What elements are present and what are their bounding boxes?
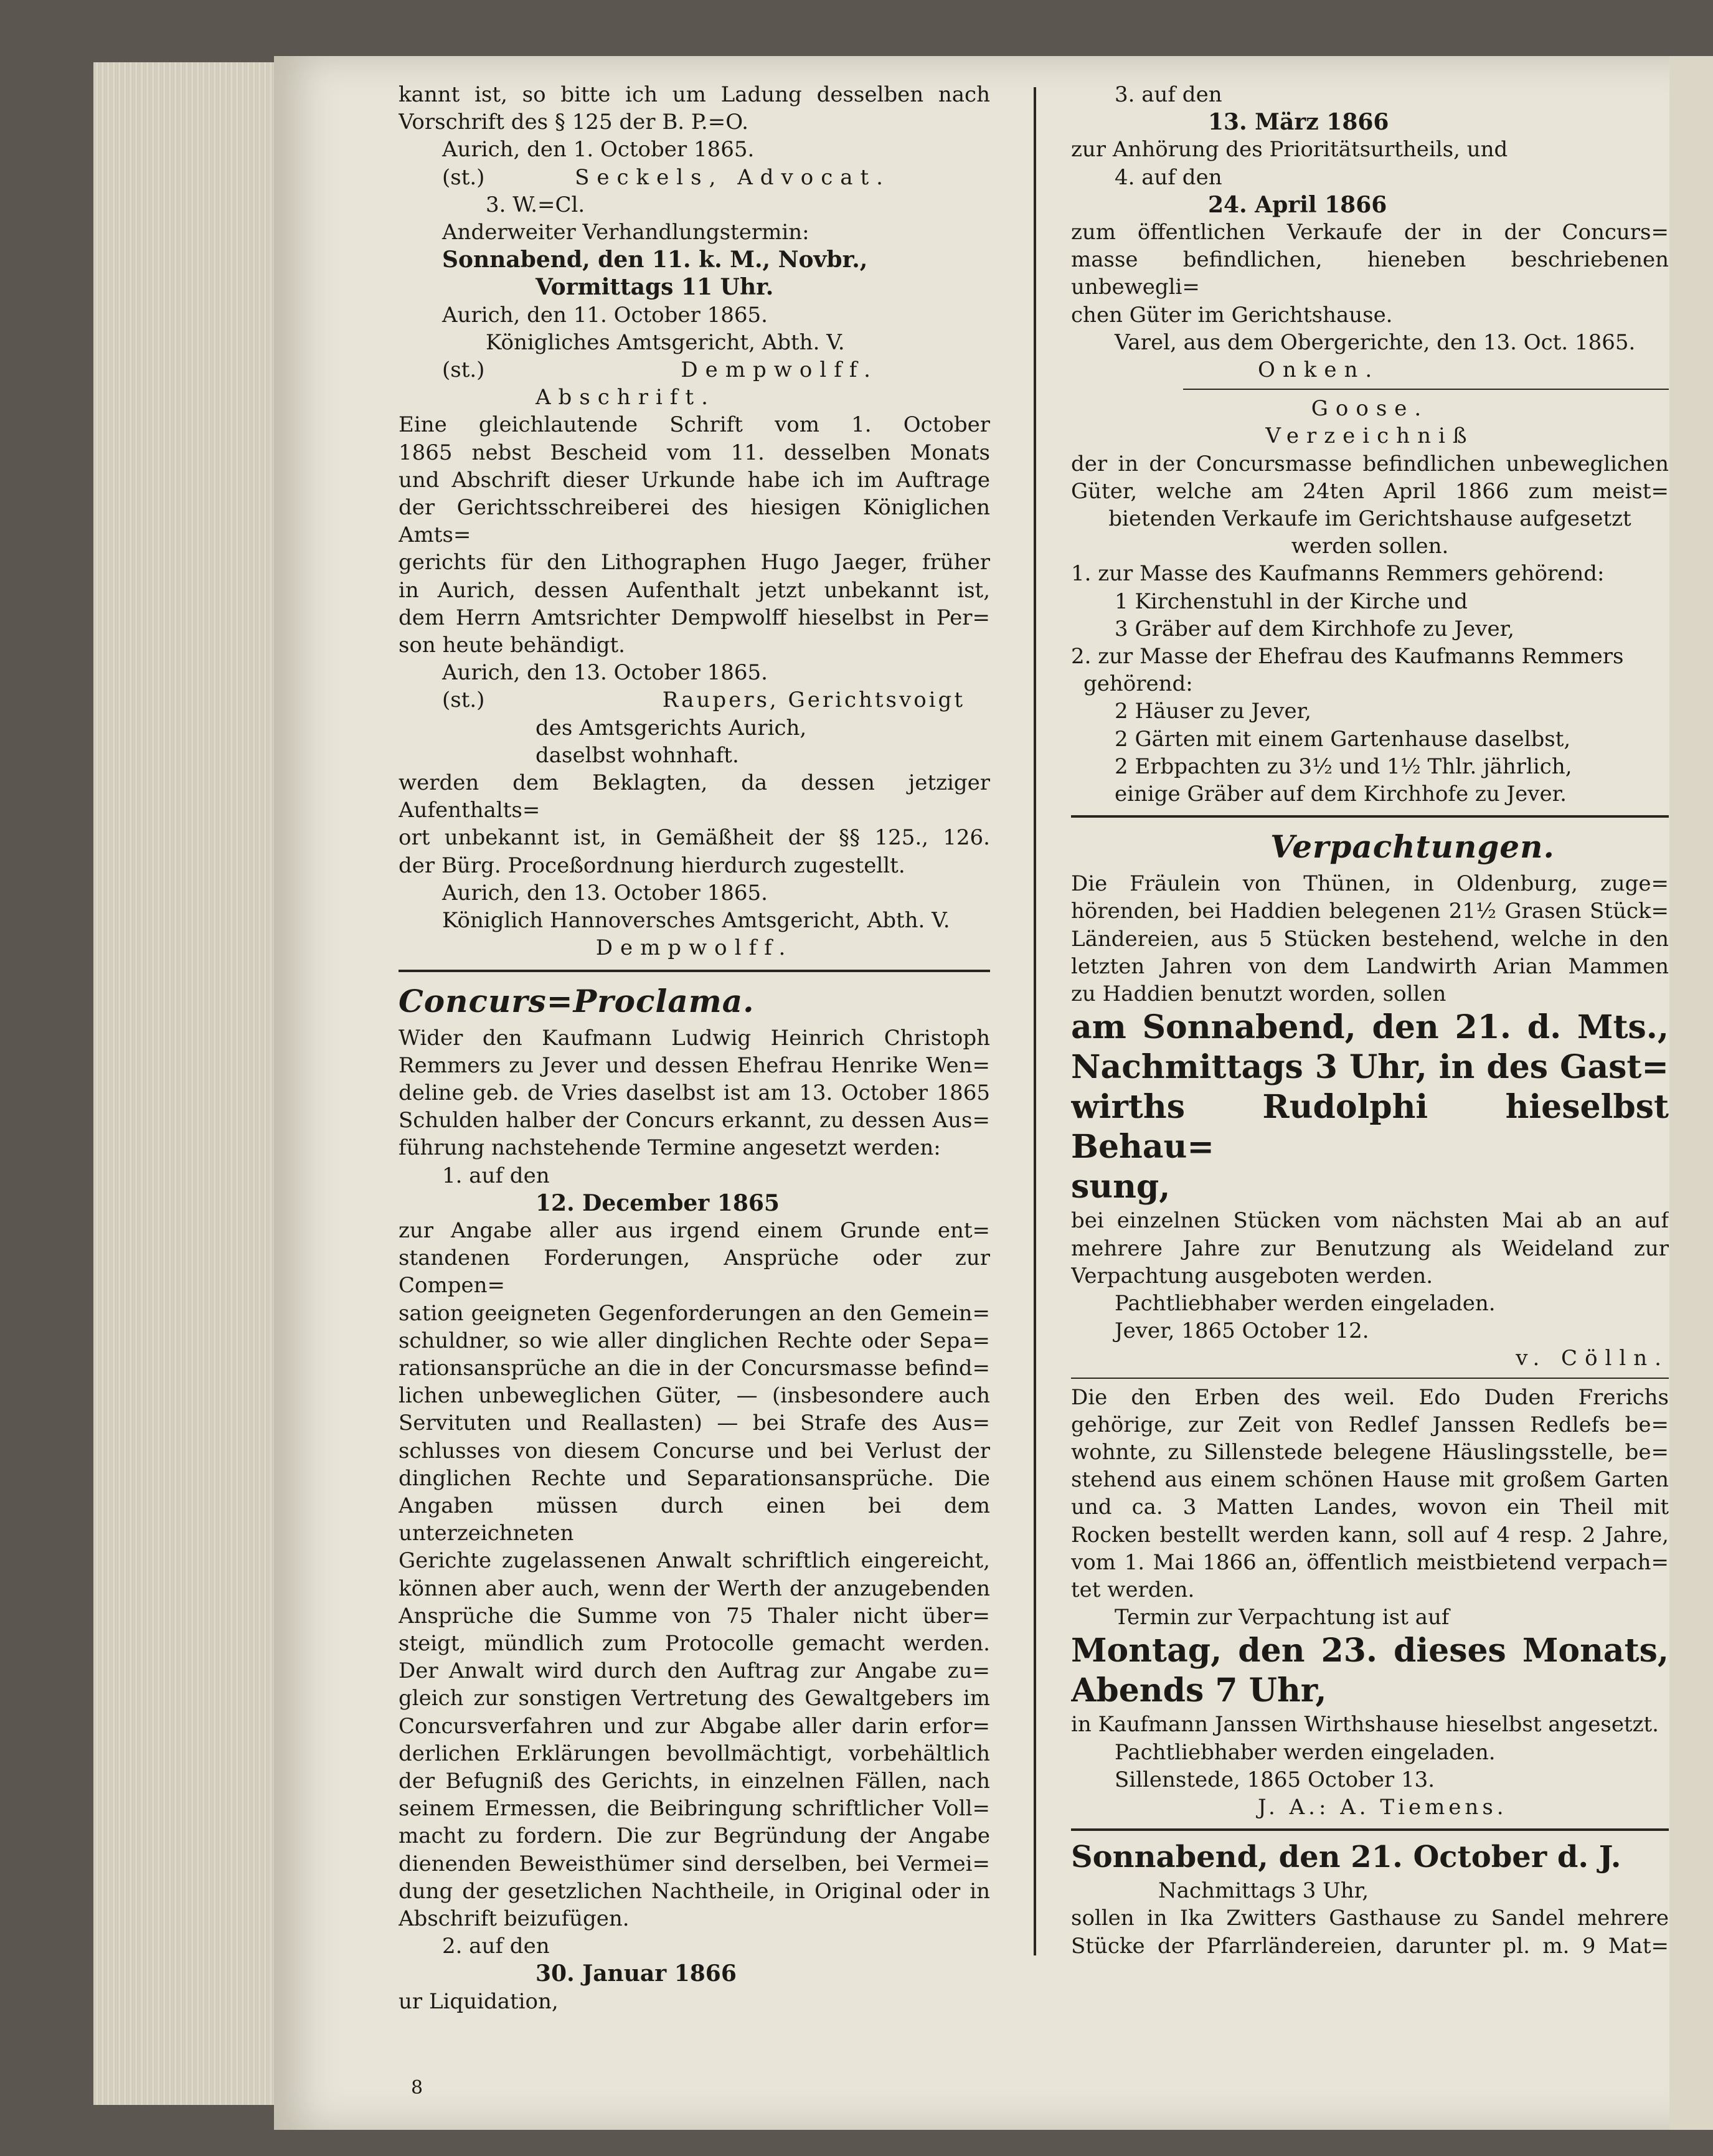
facing-page-edge [1669, 56, 1713, 2130]
paragraph [1071, 1384, 1669, 1604]
text-line: in Kaufmann Janssen Wirthshause hieselbst angesetzt. [1071, 1712, 1659, 1738]
text-line: Die den Erben des weil. Edo Duden Frerichs [1071, 1384, 1669, 1410]
signature-line [399, 356, 990, 384]
text-line: sation geeigneten Gegenforderungen an den Gemein= [399, 1300, 990, 1326]
text-line: der in der Concursmasse befindlichen unbeweglichen [1071, 451, 1669, 476]
text-line: schuldner, so wie aller dinglichen Rechte oder Sepa= [399, 1328, 990, 1353]
display-line: am Sonnabend, den 21. d. Mts., [1071, 1008, 1669, 1047]
text-line: dung der gesetzlichen Nachtheile, in Original oder in [399, 1878, 990, 1904]
text-line: chen Güter im Gerichtshause. [1071, 302, 1393, 328]
text-line: vom 1. Mai 1866 an, öffentlich meistbietend verpach= [1071, 1549, 1669, 1575]
paragraph [399, 1024, 990, 1162]
text-line: Pachtliebhaber werden eingeladen. [1115, 1290, 1496, 1316]
paragraph [1071, 1207, 1669, 1290]
text-line: 3. W.=Cl. [486, 192, 585, 217]
seal-mark: (st.) [442, 164, 485, 190]
text-line: Anderweiter Verhandlungstermin: [442, 220, 809, 245]
text-line: gehörige, zur Zeit von Redlef Janssen Redlefs be= [1071, 1412, 1669, 1437]
text-line: Der Anwalt wird durch den Auftrag zur Angabe zu= [399, 1658, 990, 1684]
section-label: Verzeichniß [1265, 423, 1475, 449]
text-line: Abschrift beizufügen. [399, 1906, 630, 1931]
paragraph [399, 411, 990, 659]
display-line: Nachmittags 3 Uhr, in des Gast= [1071, 1048, 1669, 1087]
text-line: 2. auf den [442, 1934, 550, 1959]
signature-name: Dempwolff. [595, 935, 793, 961]
list-item: 2. zur Masse der Ehefrau des Kaufmanns Remmers [1071, 644, 1624, 669]
section-label: Abschrift. [536, 385, 715, 410]
text-line: Ländereien, aus 5 Stücken bestehend, welche in den [1071, 926, 1669, 952]
display-line: Sonnabend, den 21. October d. J. [1071, 1840, 1621, 1875]
text-line: und Abschrift dieser Urkunde habe ich im Auftrage [399, 467, 990, 493]
list-item: 2 Gärten mit einem Gartenhause daselbst, [1115, 726, 1571, 752]
text-line: dinglichen Rechte und Separationsansprüche. Die [399, 1465, 990, 1491]
signature-mark: 8 [411, 2077, 423, 2099]
signature-name: Onken. [1258, 357, 1380, 383]
text-line: Königliches Amtsgericht, Abth. V. [486, 329, 845, 355]
list-item: 1. zur Masse des Kaufmanns Remmers gehörend: [1071, 561, 1605, 587]
text-line: der Bürg. Proceßordnung hierdurch zugestellt. [399, 853, 905, 878]
seal-mark: (st.) [442, 688, 485, 713]
seal-mark: (st.) [442, 357, 485, 383]
section-heading: Concurs=Proclama. [399, 982, 755, 1019]
text-line: rationsansprüche an die in der Concursmasse befind= [399, 1355, 990, 1381]
text-line: Termin zur Verpachtung ist auf [1115, 1605, 1450, 1630]
list-item: einige Gräber auf dem Kirchhofe zu Jever. [1115, 782, 1567, 807]
text-line: standenen Forderungen, Ansprüche oder zur Compen= [399, 1246, 990, 1298]
signature-line [399, 686, 990, 714]
display-announcement [1071, 1008, 1669, 1207]
text-line: gleich zur sonstigen Vertretung des Gewaltgebers im [399, 1686, 990, 1711]
text-line: bietenden Verkaufe im Gerichtshause aufgesetzt [1108, 506, 1631, 532]
text-line: stehend aus einem schönen Hause mit großem Garten [1071, 1467, 1669, 1493]
list-item: 1 Kirchenstuhl in der Kirche und [1115, 589, 1468, 614]
display-line: Montag, den 23. dieses Monats, [1071, 1632, 1669, 1670]
text-line: Schulden halber der Concurs erkannt, zu dessen Aus= [399, 1108, 990, 1133]
section-divider [1183, 389, 1669, 390]
section-divider [1071, 815, 1669, 818]
term-time: Vormittags 11 Uhr. [536, 274, 774, 301]
text-line: lichen unbeweglichen Güter, — (insbesondere auch [399, 1383, 990, 1409]
text-line: Aurich, den 1. October 1865. [442, 137, 755, 163]
text-line: Güter, welche am 24ten April 1866 zum meist= [1071, 478, 1669, 504]
text-line: Verpachtung ausgeboten werden. [1071, 1263, 1433, 1288]
section-divider [399, 970, 990, 972]
text-line: masse befindlichen, hieneben beschriebenen unbewegli= [1071, 247, 1669, 300]
paragraph [399, 769, 990, 879]
display-line: wirths Rudolphi hieselbst Behau= [1071, 1088, 1669, 1166]
display-line: Abends 7 Uhr, [1071, 1671, 1327, 1710]
display-announcement [1071, 1631, 1669, 1711]
text-line: können aber auch, wenn der Werth der anzugebenden [399, 1576, 990, 1601]
text-line: seinem Ermessen, die Beibringung schriftlicher Voll= [399, 1796, 990, 1822]
term-date: Sonnabend, den 11. k. M., Novbr., [442, 247, 868, 273]
text-line: Angaben müssen durch einen bei dem unterzeichneten [399, 1493, 990, 1546]
text-line: Die Fräulein von Thünen, in Oldenburg, zuge= [1071, 871, 1669, 897]
paragraph [1071, 1904, 1669, 1959]
text-line: zu Haddien benutzt worden, sollen [1071, 981, 1446, 1007]
text-line: dienenden Beweisthümer sind derselben, bei Vermei= [399, 1851, 990, 1876]
term-date: 30. Januar 1866 [536, 1960, 737, 1987]
text-line: sollen in Ika Zwitters Gasthause zu Sandel mehrere [1071, 1906, 1669, 1931]
paragraph [1071, 450, 1669, 560]
text-line: Eine gleichlautende Schrift vom 1. October [399, 412, 990, 438]
text-line: werden dem Beklagten, da dessen jetziger Aufenthalts= [399, 770, 990, 823]
list-item: 3 Gräber auf dem Kirchhofe zu Jever, [1115, 616, 1514, 641]
list-item: 2 Erbpachten zu 3½ und 1½ Thlr. jährlich, [1115, 754, 1572, 779]
text-line: 3. auf den [1115, 82, 1222, 107]
book-page-edges [93, 62, 299, 2105]
text-line: macht zu fordern. Die zur Begründung der Angabe [399, 1823, 990, 1849]
text-line: schlusses von diesem Concurse und bei Verlust der [399, 1438, 990, 1463]
term-date: 13. März 1866 [1208, 109, 1389, 136]
left-column [399, 81, 990, 2015]
text-line: zum öffentlichen Verkaufe der in der Concurs= [1071, 220, 1669, 245]
section-divider [1071, 1828, 1669, 1831]
section-divider [1071, 1378, 1669, 1379]
text-line: Servituten und Reallasten) — bei Strafe des Aus= [399, 1411, 990, 1436]
paragraph [399, 1217, 990, 1932]
text-line: Königlich Hannoversches Amtsgericht, Abth. V. [442, 908, 950, 934]
text-line: Concursverfahren und zur Abgabe aller darin erfor= [399, 1713, 990, 1739]
term-date: 24. April 1866 [1208, 191, 1387, 218]
list-item: 2 Häuser zu Jever, [1115, 699, 1311, 724]
signature-name: J. A.: A. Tiemens. [1258, 1794, 1508, 1820]
text-line: ort unbekannt ist, in Gemäßheit der §§ 125., 126. [399, 825, 990, 851]
text-line: dem Herrn Amtsrichter Dempwolff hieselbst in Per= [399, 605, 990, 630]
term-date: 12. December 1865 [536, 1189, 780, 1216]
text-line: deline geb. de Vries daselbst ist am 13. October 1865 [399, 1080, 990, 1105]
signature-line [399, 164, 990, 191]
text-line: Sillenstede, 1865 October 13. [1115, 1767, 1435, 1792]
text-line: 1865 nebst Bescheid vom 11. desselben Monats [399, 440, 990, 465]
text-line: führung nachstehende Termine angesetzt werden: [399, 1135, 941, 1161]
text-line: werden sollen. [1291, 534, 1449, 559]
text-line: steigt, mündlich zum Protocolle gemacht werden. [399, 1630, 990, 1656]
text-line: tet werden. [1071, 1577, 1195, 1602]
section-heading: Verpachtungen. [1270, 828, 1555, 866]
text-line: hörenden, bei Haddien belegenen 21½ Grasen Stück= [1071, 899, 1669, 924]
text-line: 1. auf den [442, 1163, 550, 1188]
signature-name: Goose. [1311, 396, 1429, 422]
text-line: Ansprüche die Summe von 75 Thaler nicht über= [399, 1603, 990, 1629]
text-line: der Gerichtsschreiberei des hiesigen Königlichen Amts= [399, 495, 990, 548]
text-line: letzten Jahren von dem Landwirth Arian Mammen [1071, 953, 1669, 979]
text-line: Wider den Kaufmann Ludwig Heinrich Christoph [399, 1025, 990, 1051]
text-line: gerichts für den Lithographen Hugo Jaeger, früher [399, 550, 990, 575]
signature-name: v. Cölln. [1516, 1346, 1669, 1371]
signature-name: Dempwolff. [681, 357, 878, 383]
text-line: bei einzelnen Stücken vom nächsten Mai ab an auf [1071, 1208, 1669, 1234]
text-line: der Befugniß des Gerichts, in einzelnen Fällen, nach [399, 1768, 990, 1794]
text-line: Stücke der Pfarrländereien, darunter pl. m. 9 Mat= [1071, 1933, 1669, 1959]
text-line: Jever, 1865 October 12. [1115, 1318, 1369, 1344]
text-line: mehrere Jahre zur Benutzung als Weideland zur [1071, 1236, 1669, 1261]
text-line: Aurich, den 11. October 1865. [442, 302, 768, 328]
paragraph [1071, 219, 1669, 329]
column-divider [1034, 87, 1036, 1955]
text-line: Rocken bestellt werden kann, soll auf 4 resp. 2 Jahre, [1071, 1522, 1669, 1548]
text-line: Vorschrift des § 125 der B. P.=O. [399, 110, 748, 135]
text-line: 4. auf den [1115, 164, 1222, 190]
text-line: Nachmittags 3 Uhr, [1158, 1878, 1369, 1904]
text-line: und ca. 3 Matten Landes, wovon ein Theil mit [1071, 1495, 1669, 1520]
text-line: Gerichte zugelassenen Anwalt schriftlich eingereicht, [399, 1548, 990, 1574]
display-line: sung, [1071, 1168, 1171, 1206]
list-item: gehörend: [1083, 671, 1193, 697]
text-line: daselbst wohnhaft. [536, 742, 739, 768]
signature-name: Raupers, Gerichtsvoigt [662, 688, 965, 713]
text-line: zur Anhörung des Prioritätsurtheils, und [1071, 137, 1508, 163]
text-line: wohnte, zu Sillenstede belegene Häuslingsstelle, be= [1071, 1439, 1669, 1465]
text-line: kannt ist, so bitte ich um Ladung desselben nach [399, 82, 990, 107]
text-line: Aurich, den 13. October 1865. [442, 880, 768, 905]
text-line: derlichen Erklärungen bevollmächtigt, vorbehältlich [399, 1741, 990, 1766]
text-line: Pachtliebhaber werden eingeladen. [1115, 1739, 1496, 1765]
text-line: ur Liquidation, [399, 1988, 559, 2014]
signature-name: Seckels, Advocat. [575, 164, 890, 190]
right-column [1071, 81, 1669, 1960]
text-line: Remmers zu Jever und dessen Ehefrau Henrike Wen= [399, 1052, 990, 1078]
text-line: des Amtsgerichts Aurich, [536, 715, 807, 740]
text-line: zur Angabe aller aus irgend einem Grunde ent= [399, 1217, 990, 1243]
text-line: in Aurich, dessen Aufenthalt jetzt unbekannt ist, [399, 577, 990, 603]
text-line: son heute behändigt. [399, 633, 625, 658]
text-line: Varel, aus dem Obergerichte, den 13. Oct. 1865. [1115, 329, 1636, 355]
paragraph [1071, 870, 1669, 1008]
text-line: Aurich, den 13. October 1865. [442, 660, 768, 686]
